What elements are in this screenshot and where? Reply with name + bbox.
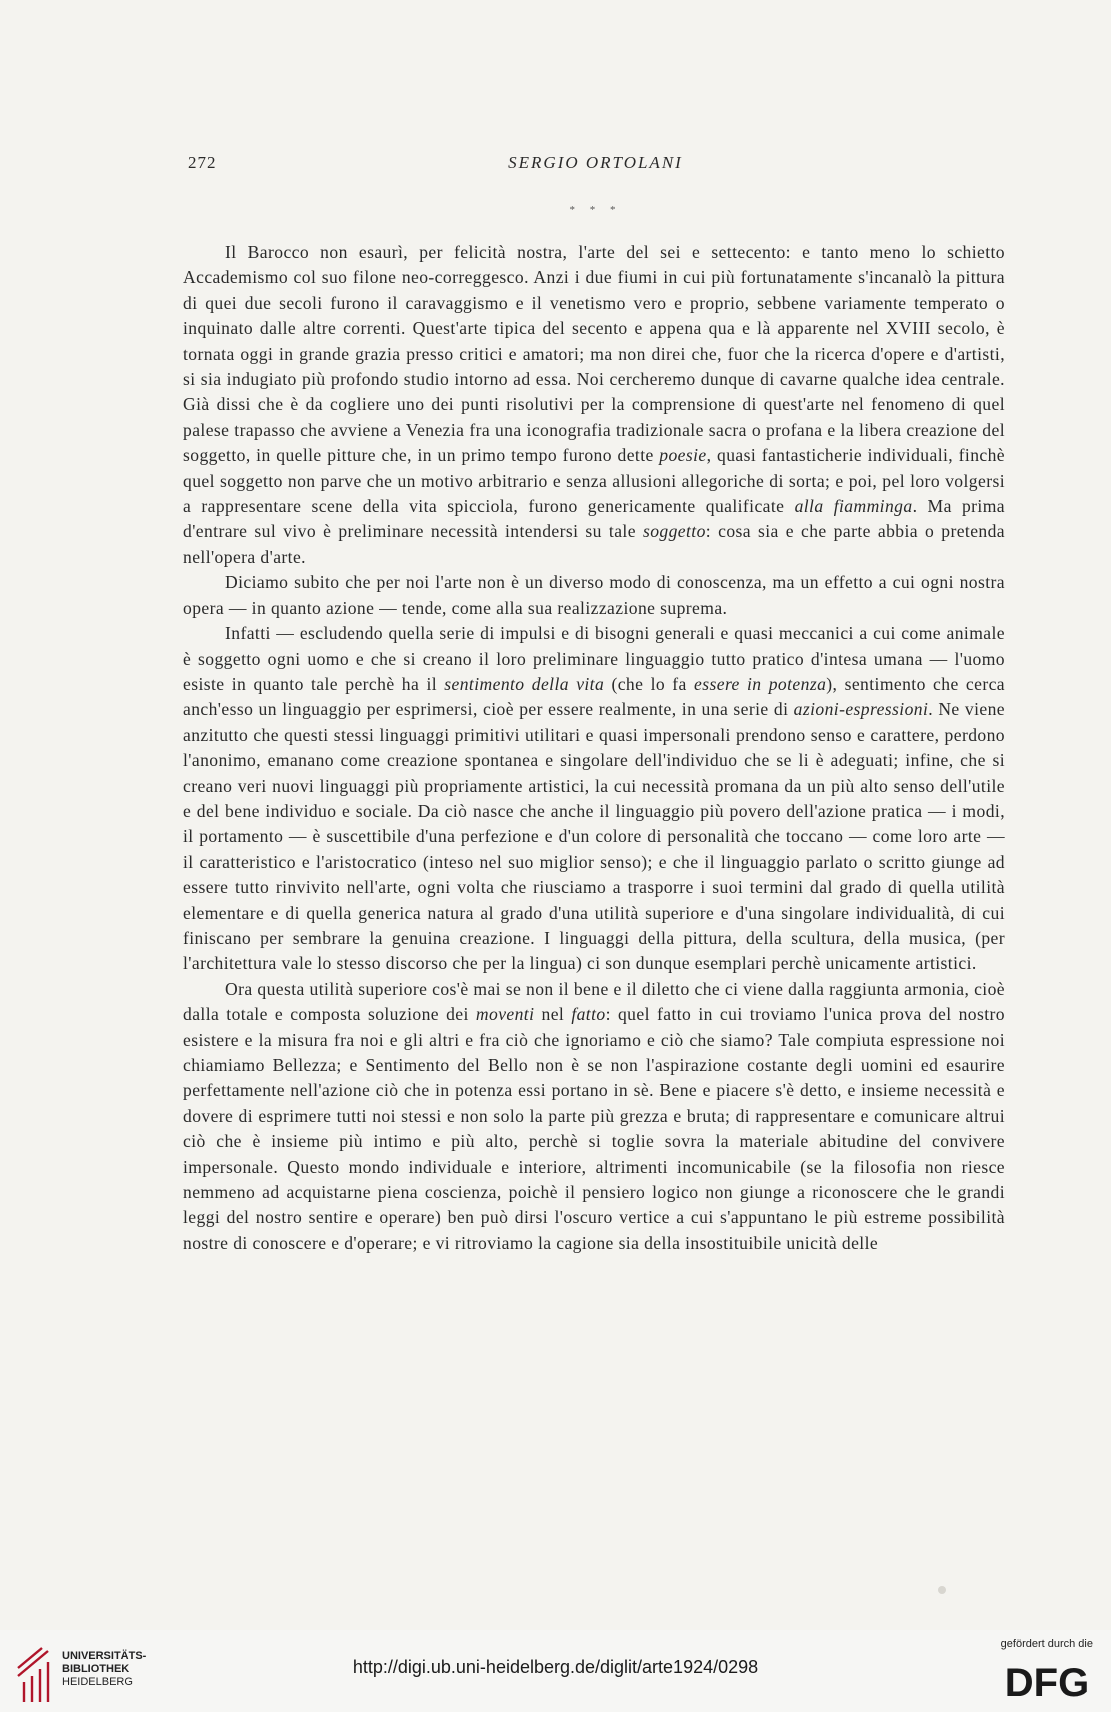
paragraph bbox=[183, 621, 1005, 977]
library-name-line: BIBLIOTHEK bbox=[62, 1663, 130, 1675]
section-ornament: * * * bbox=[569, 204, 622, 216]
text-run: . Ma prima d'entrare sul vivo è preliminare necessità intendersi su tale bbox=[183, 496, 1006, 542]
italic-run: soggetto bbox=[642, 521, 706, 542]
running-head bbox=[188, 153, 1003, 179]
text-run: Diciamo subito che per noi l'arte non è un diverso modo di conoscenza, ma un effetto a cui ogni nostra opera — in quanto azione — tende, come alla sua realizzazione suprema. bbox=[183, 572, 1005, 618]
text-run: nel bbox=[534, 1004, 572, 1025]
italic-run: sentimento della vita bbox=[444, 673, 605, 694]
italic-run: fatto bbox=[571, 1004, 606, 1025]
paper-spot bbox=[938, 1586, 946, 1594]
text-run: ), sentimento che cerca anch'esso un linguaggio per esprimersi, cioè per essere realmente, in una serie di bbox=[183, 673, 1006, 720]
running-title: SERGIO ORTOLANI bbox=[508, 153, 683, 172]
footer-bar bbox=[0, 1630, 1111, 1712]
paragraph bbox=[183, 977, 1005, 1256]
dfg-logo-icon bbox=[997, 1660, 1097, 1702]
paragraph bbox=[183, 240, 1005, 570]
italic-run: poesie bbox=[659, 445, 707, 466]
library-name-line: HEIDELBERG bbox=[62, 1676, 133, 1688]
body-text bbox=[183, 240, 1005, 1256]
dfg-logo-text: DFG bbox=[1004, 1661, 1090, 1702]
text-run: , quasi fantasticherie individuali, finchè quel soggetto non parve che un motivo arbitrario e senza allusioni allegoriche di sorta; e poi, pel loro volgersi a rappresentare scene della vita spicciola, furono genericamente qualificate bbox=[183, 445, 1005, 517]
text-run: Infatti — escludendo quella serie di impulsi e di bisogni generali e quasi meccanici a cui come animale è soggetto ogni uomo e che si creano il loro preliminare linguaggio tutto pratico d'intesa umana — l'uomo esiste in quanto tale perchè ha il bbox=[183, 623, 1005, 694]
page-number: 272 bbox=[188, 153, 217, 172]
italic-run: azioni-espressioni bbox=[793, 699, 929, 720]
italic-run: alla fiamminga bbox=[794, 496, 913, 517]
text-run: (che lo fa bbox=[604, 673, 695, 694]
paragraph bbox=[183, 570, 1005, 621]
text-run: Ora questa utilità superiore cos'è mai se non il bene e il diletto che ci viene dalla raggiunta armonia, cioè dalla totale e composta soluzione dei bbox=[183, 978, 1005, 1025]
funder-note: gefördert durch die bbox=[1000, 1638, 1093, 1650]
text-run: : quel fatto in cui troviamo l'unica prova del nostro esistere e la misura fra noi e gli altri e fra ciò che ignoriamo e ciò che siamo? Tale compiuta espressione noi chiamiamo Bellezza; e Sentimento del Bello non è se non l'aspirazione costante degli uomini ed esaurire perfettamente nell'azione ciò che in potenza essi portano in sè. Bene e piacere s'è detto, e insieme necessità e dovere di esprimere tutti noi stessi e non solo la parte più grezza e bruta; di rappresentare e comunicare altrui ciò che è insieme più intimo e più alto, perchè si toglie sovra la materiale abitudine del convivere impersonale. Questo mondo individuale e interiore, altrimenti incomunicabile (se la filosofia non riesce nemmeno ad acquistarne piena coscienza, poichè il pensiero logico non giunge a riconoscere che le grandi leggi del nostro sentire e operare) ben può dirsi l'oscuro vertice a cui s'appuntano le più estreme possibilità nostre di conoscere e d'operare; e vi ritroviamo la cagione sia della insostituibile unicità delle bbox=[183, 1004, 1005, 1253]
permalink-url[interactable]: http://digi.ub.uni-heidelberg.de/diglit/arte1924/0298 bbox=[352, 1657, 759, 1677]
text-run: . Ne viene anzitutto che questi stessi linguaggi primitivi utilitari e quasi impersonali prendono senso e carattere, perdono l'anonimo, emanano come creazione spontanea e singolare dell'individuo che se li è adeguati; infine, che si creano veri nuovi linguaggi più propriamente artistici, la cui necessità promana da un più alto senso dell'utile e del bene individuo e sociale. Da ciò nasce che anche il linguaggio più povero dell'azione pratica — i modi, il portamento — è suscettibile d'una perfezione e d'un colore di personalità che toccano — come loro arte — il caratteristico e l'aristocratico (inteso nel suo miglior senso); e che il linguaggio parlato o scritto giunge ad essere tutto rinvivito nell'arte, ogni volta che riusciamo a trasporre i suoi termini dal grado di quella utilità elementare e di quella generica natura al grado d'una utilità superiore e d'una singolare individualità, di cui finiscano per sembrare la genuina creazione. I linguaggi della pittura, della scultura, della musica, (per l'architettura vale lo stesso discorso che per la lingua) ci son dunque esemplari perchè unicamente artistici. bbox=[183, 699, 1005, 974]
italic-run: essere in potenza bbox=[694, 673, 827, 694]
library-name-line: UNIVERSITÄTS- bbox=[62, 1650, 147, 1662]
italic-run: moventi bbox=[475, 1004, 535, 1025]
text-run: : cosa sia e che parte abbia o pretenda nell'opera d'arte. bbox=[183, 521, 1006, 567]
text-run: Il Barocco non esaurì, per felicità nostra, l'arte del sei e settecento: e tanto meno lo schietto Accademismo col suo filone neo-correggesco. Anzi i due fiumi in cui più fortunatamente s'incanalò la pittura di quei due secoli furono il caravaggismo e il venetismo vero e proprio, sebbene variamente temperato o inquinato dalle altre correnti. Quest'arte tipica del secento e appena qua e là apparente nel XVIII secolo, è tornata oggi in grande grazia presso critici e amatori; ma non direi che, fuor che la ricerca d'opere e d'artisti, si sia indugiato più profondo studio intorno ad essa. Noi cercheremo dunque di cavarne qualche idea centrale. Già dissi che è da cogliere uno dei punti risolutivi per la comprensione di quest'arte nel fenomeno di quel palese trapasso che avviene a Venezia fra una iconografia tradizionale sacra o profana e la libera creazione del soggetto, in quelle pitture che, in un primo tempo furono dette bbox=[183, 242, 1005, 466]
